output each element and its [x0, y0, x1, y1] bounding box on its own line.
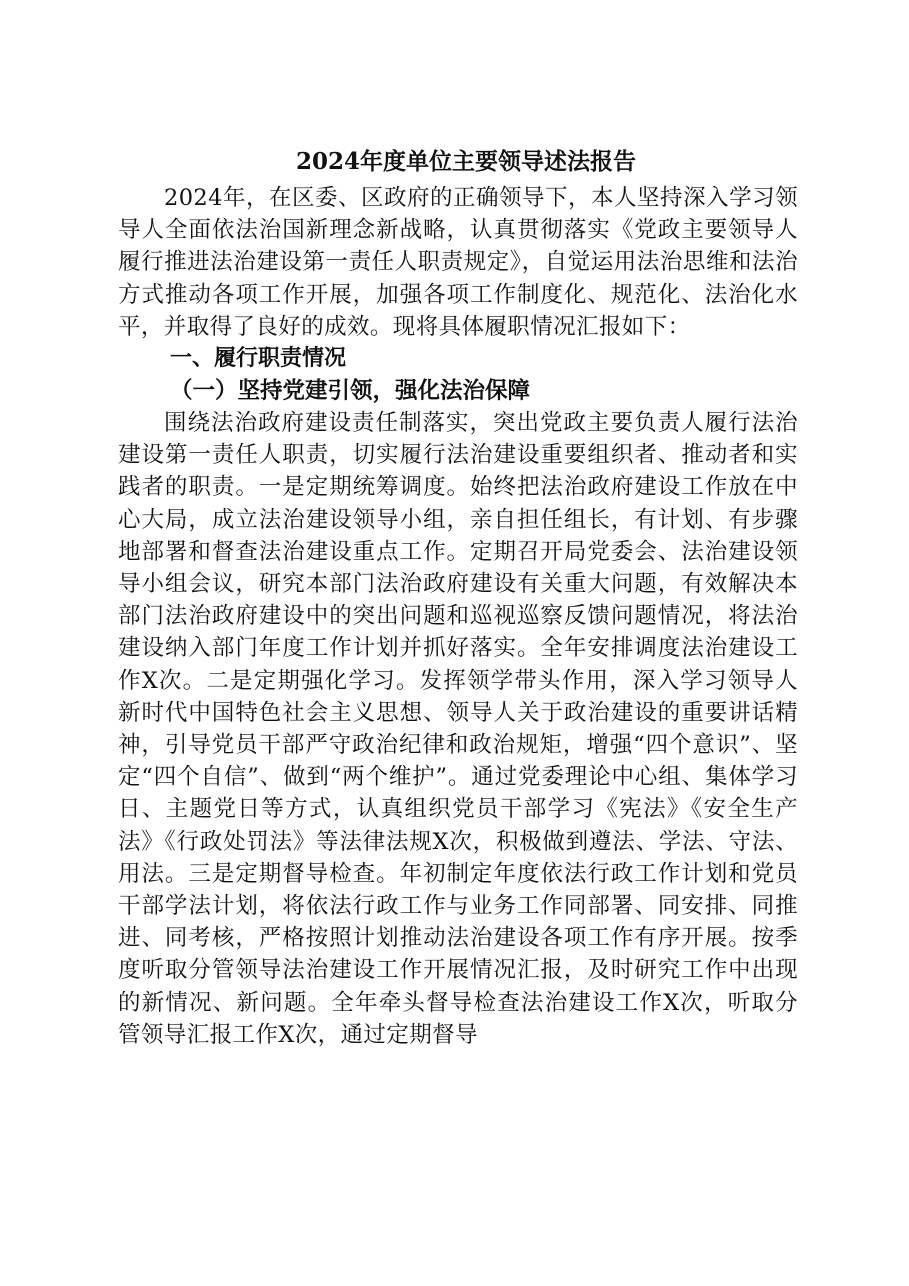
document-title: 2024年度单位主要领导述法报告 [295, 148, 636, 175]
body-paragraph: 围绕法治政府建设责任制落实，突出党政主要负责人履行法治建设第一责任人职责，切实履行法治建设重要组织者、推动者和实践者的职责。一是定期统筹调度。始终把法治政府建设工作放在中心大局，成立法治建设领导小组，亲自担任组长，有计划、有步骤地部署和督查法治建设重点工作。定期召开局党委会、法治建设领导小组会议，研究本部门法治政府建设有关重大问题，有效解决本部门法治政府建设中的突出问题和巡视巡察反馈问题情况，将法治建设纳入部门年度工作计划并抓好落实。全年安排调度法治建设工作X次。二是定期强化学习。发挥领学带头作用，深入学习领导人新时代中国特色社会主义思想、领导人关于政治建设的重要讲话精神，引导党员干部严守政治纪律和政治规矩，增强“四个意识”、坚定“四个自信”、做到“两个维护”。通过党委理论中心组、集体学习日、主题党日等方式，认真组织党员干部学习《宪法》《安全生产法》《行政处罚法》等法律法规X次，积极做到遵法、学法、守法、用法。三是定期督导检查。年初制定年度依法行政工作计划和党员干部学法计划，将依法行政工作与业务工作同部署、同安排、同推进、同考核，严格按照计划推动法治建设各项工作有序开展。按季度听取分管领导法治建设工作开展情况汇报，及时研究工作中出现的新情况、新问题。全年牵头督导检查法治建设工作X次，听取分管领导汇报工作X次，通过定期督导 [118, 410, 798, 1048]
document-page [118, 142, 798, 1051]
intro-paragraph: 2024年，在区委、区政府的正确领导下，本人坚持深入学习领导人全面依法治国新理念新战略，认真贯彻落实《党政主要领导人履行推进法治建设第一责任人职责规定》，自觉运用法治思维和法治方式推动各项工作开展，加强各项工作制度化、规范化、法治化水平，并取得了良好的成效。现将具体履职情况汇报如下： [118, 185, 798, 340]
subsection-heading-1: （一）坚持党建引领，强化法治保障 [170, 378, 531, 405]
section-heading-1: 一、履行职责情况 [170, 346, 347, 372]
